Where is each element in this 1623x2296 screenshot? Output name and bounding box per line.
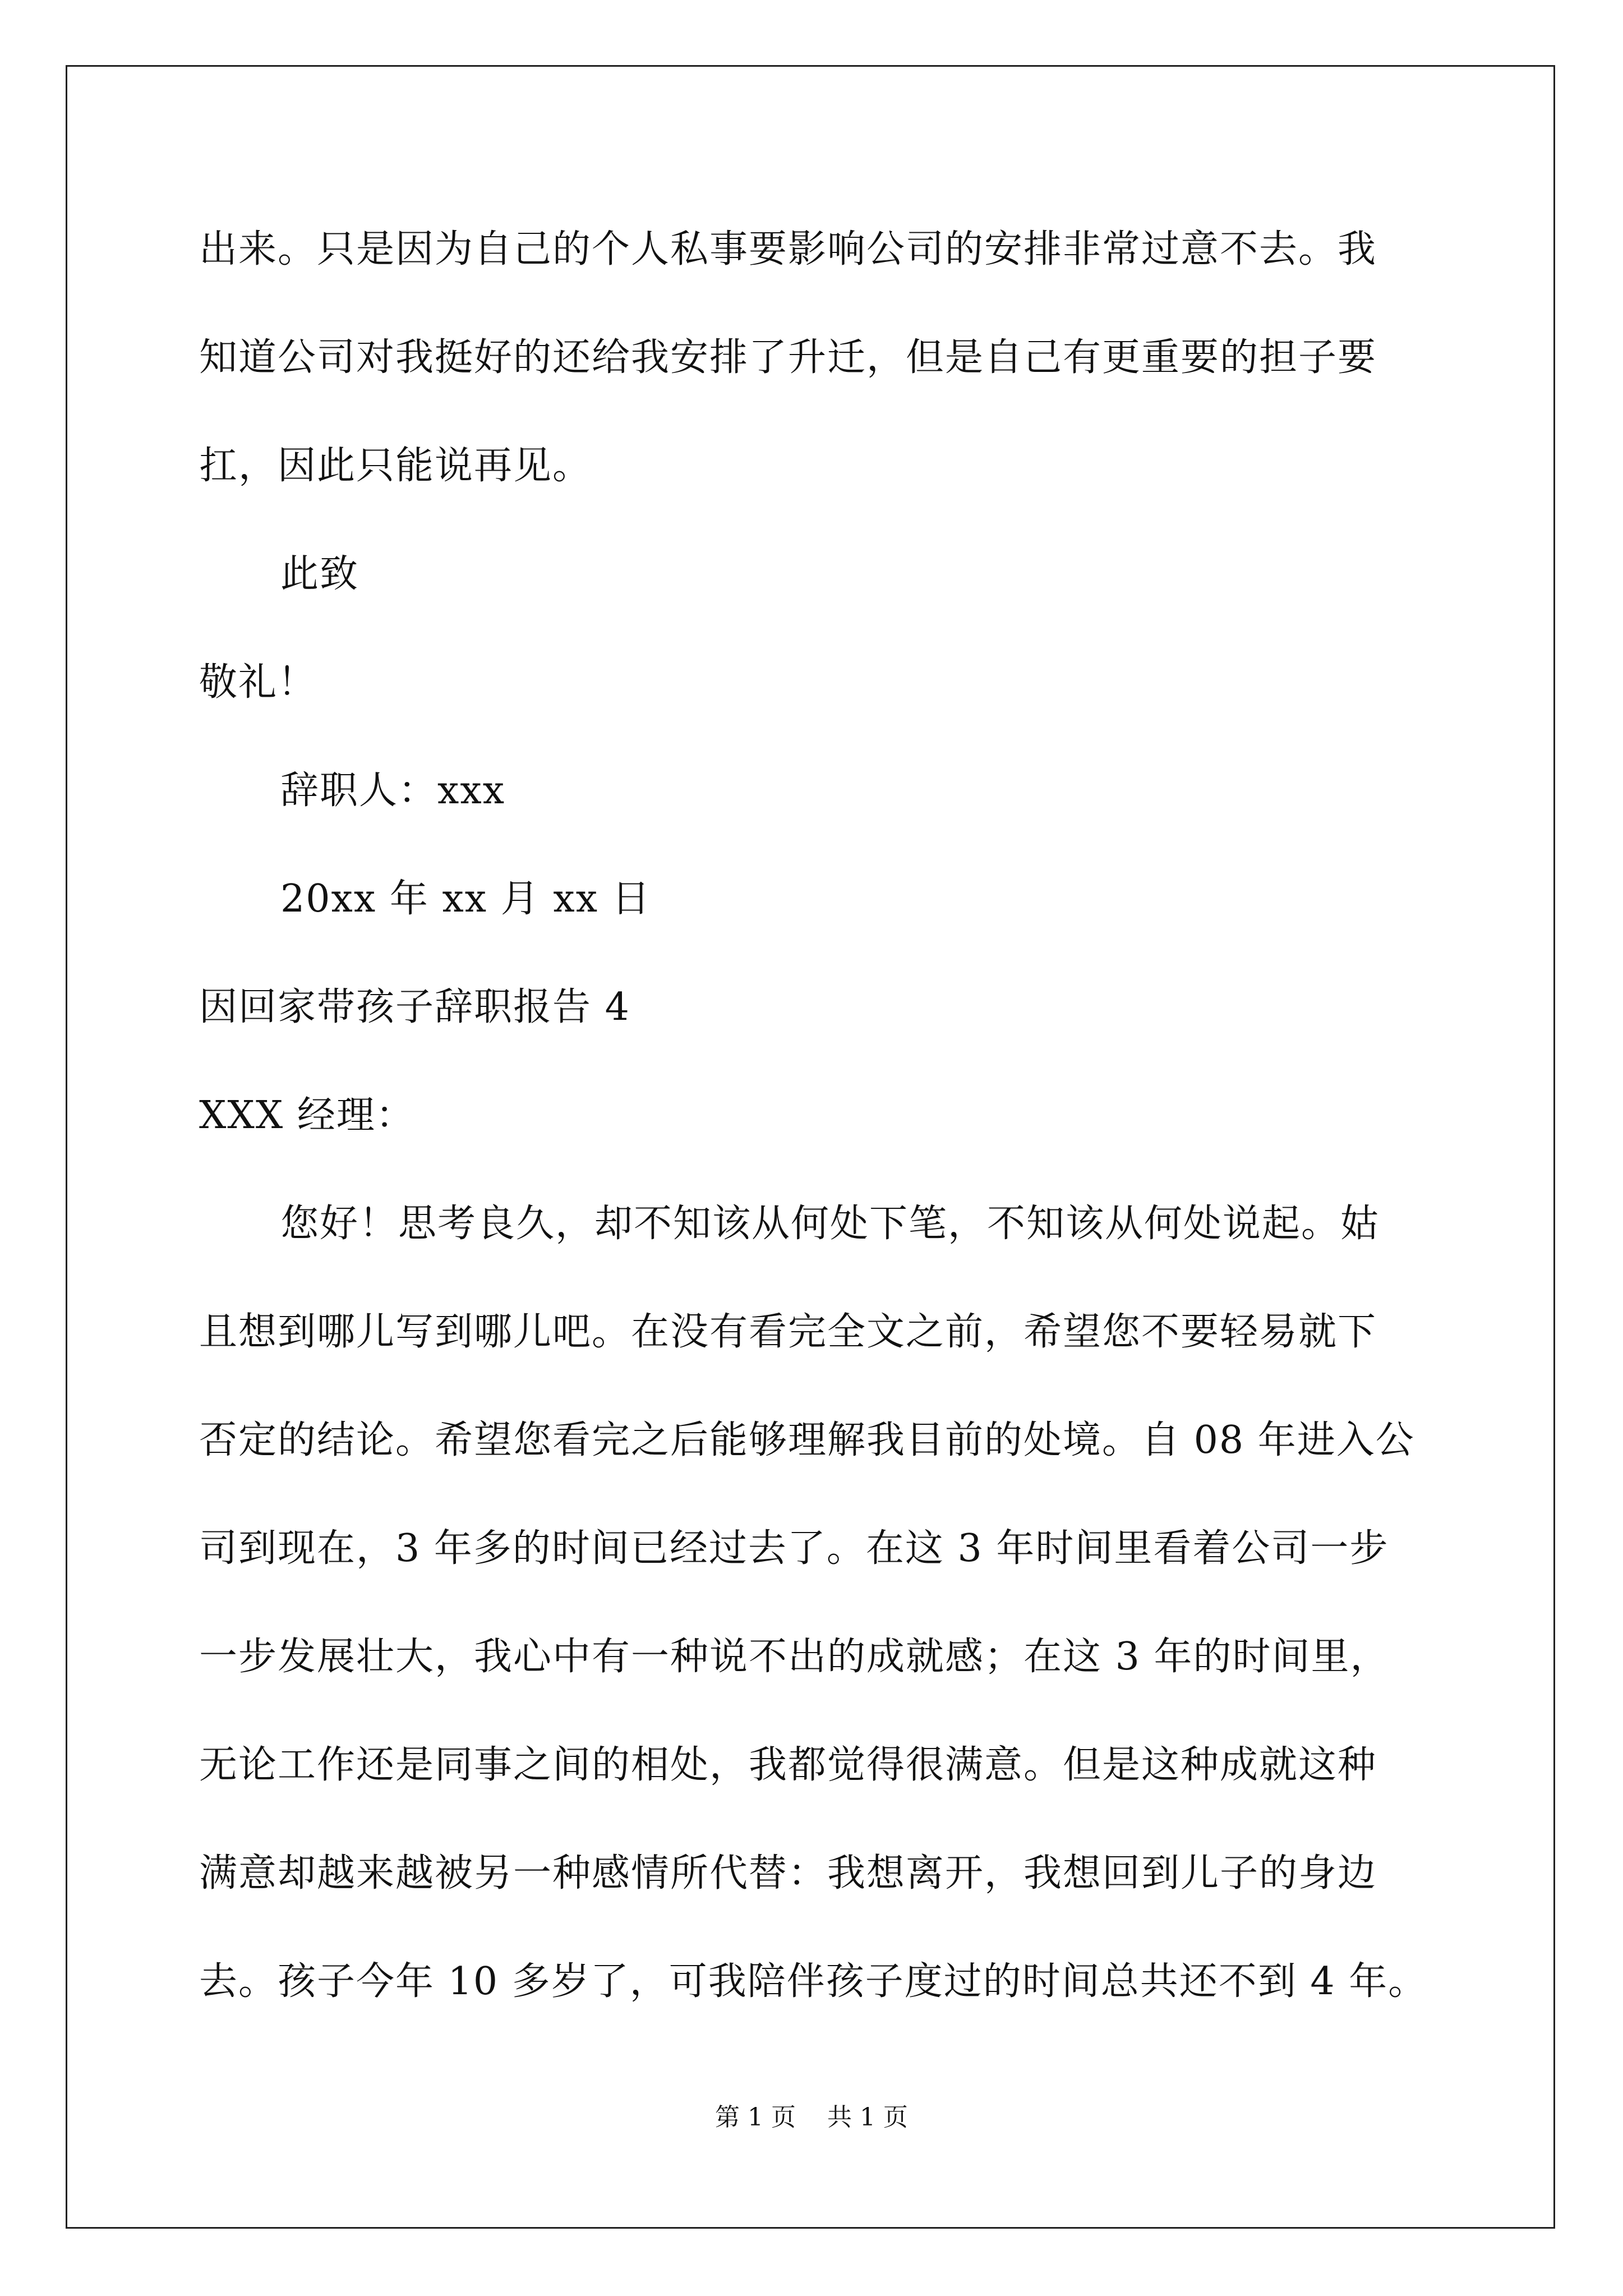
page-border bbox=[66, 65, 1555, 2229]
salutation: XXX 经理： bbox=[199, 1093, 415, 1138]
body-line-16: 满意却越来越被另一种感情所代替：我想离开，我想回到儿子的身边 bbox=[199, 1851, 1377, 1895]
body-line-13: 司到现在，3 年多的时间已经过去了。在这 3 年时间里看着公司一步 bbox=[199, 1526, 1389, 1571]
closing-jing-li: 敬礼！ bbox=[199, 660, 317, 705]
body-line-2: 知道公司对我挺好的还给我安排了升迁，但是自己有更重要的担子要 bbox=[199, 335, 1377, 380]
closing-ci-zhi: 此致 bbox=[280, 552, 359, 596]
date-line: 20xx 年 xx 月 xx 日 bbox=[280, 877, 651, 921]
body-line-15: 无论工作还是同事之间的相处，我都觉得很满意。但是这种成就这种 bbox=[199, 1743, 1377, 1787]
body-line-1: 出来。只是因为自己的个人私事要影响公司的安排非常过意不去。我 bbox=[199, 227, 1377, 272]
body-line-12: 否定的结论。希望您看完之后能够理解我目前的处境。自 08 年进入公 bbox=[199, 1418, 1415, 1462]
signature-line: 辞职人：xxx bbox=[280, 769, 506, 813]
section-title: 因回家带孩子辞职报告 4 bbox=[199, 985, 630, 1029]
body-line-14: 一步发展壮大，我心中有一种说不出的成就感；在这 3 年的时间里， bbox=[199, 1635, 1390, 1679]
page-footer: 第 1 页 共 1 页 bbox=[715, 2103, 908, 2132]
body-line-3: 扛，因此只能说再见。 bbox=[199, 444, 592, 488]
body-line-11: 且想到哪儿写到哪儿吧。在没有看完全文之前，希望您不要轻易就下 bbox=[199, 1310, 1377, 1354]
body-line-10: 您好！思考良久，却不知该从何处下笔，不知该从何处说起。姑 bbox=[280, 1202, 1380, 1246]
body-line-17: 去。孩子今年 10 多岁了，可我陪伴孩子度过的时间总共还不到 4 年。 bbox=[199, 1959, 1428, 2004]
